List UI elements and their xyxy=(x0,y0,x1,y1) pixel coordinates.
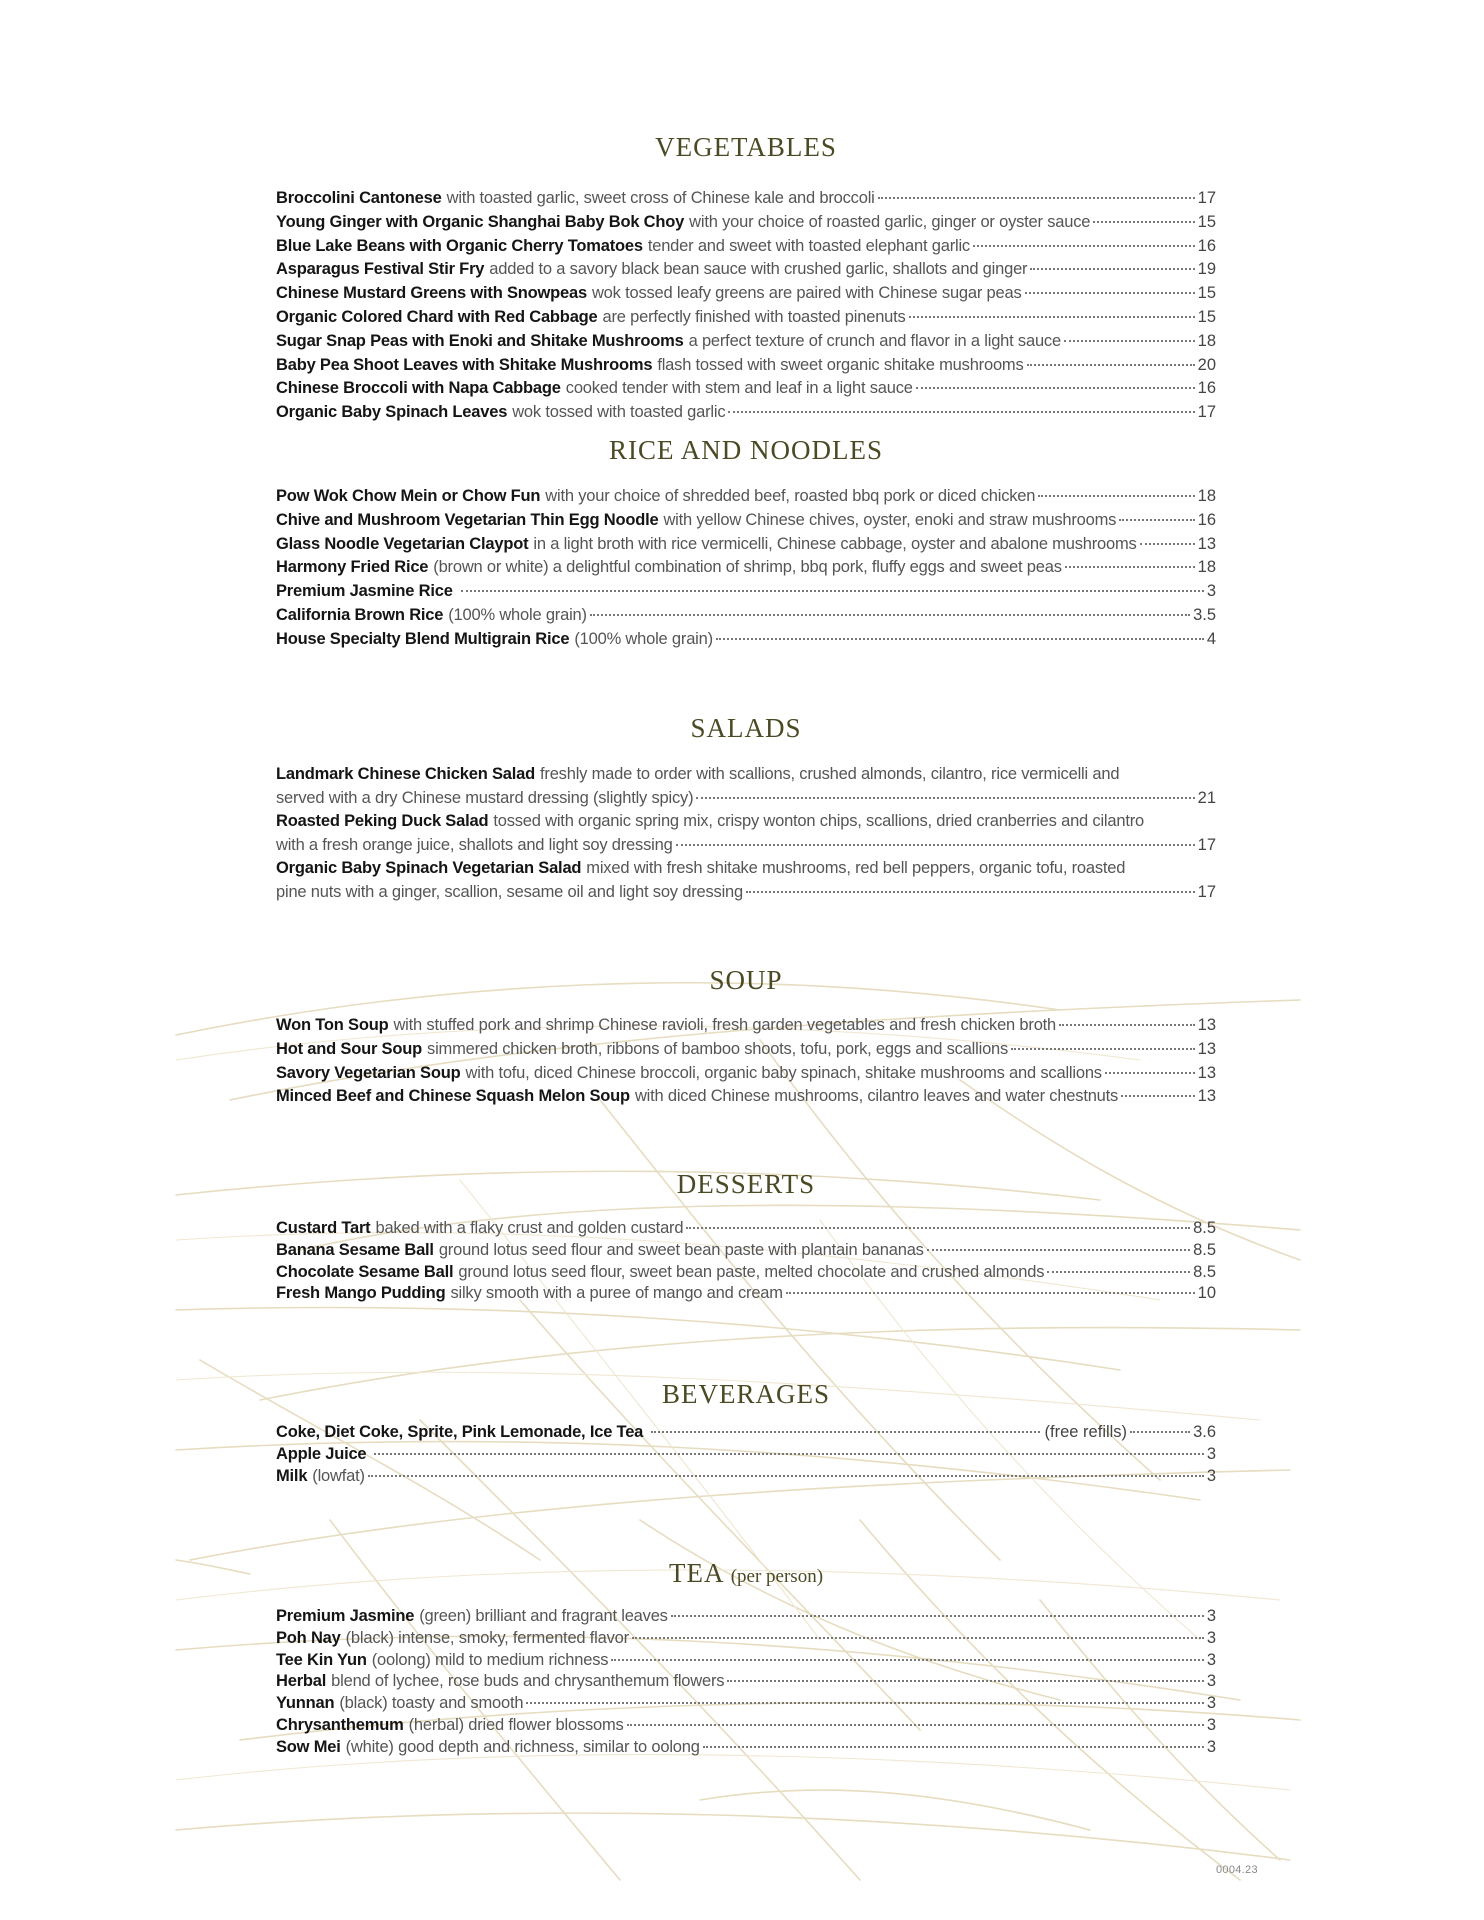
tea-subtitle: (per person) xyxy=(730,1566,824,1587)
menu-item xyxy=(276,763,1216,810)
item-name: Apple Juice xyxy=(276,1444,367,1463)
item-name: Asparagus Festival Stir Fry xyxy=(276,260,485,279)
item-description: with your choice of shredded beef, roasted bbq pork or diced chicken xyxy=(545,487,1036,505)
menu-item xyxy=(276,556,1216,580)
dot-leader xyxy=(716,638,1204,640)
item-price: 13 xyxy=(1197,1063,1216,1082)
dot-leader xyxy=(909,316,1195,318)
item-name: Chive and Mushroom Vegetarian Thin Egg Noodle xyxy=(276,510,659,529)
item-description: with diced Chinese mushrooms, cilantro leaves and water chestnuts xyxy=(634,1087,1119,1106)
item-name: Broccolini Cantonese xyxy=(276,189,442,207)
item-price: 3.6 xyxy=(1193,1423,1216,1441)
item-price: 3 xyxy=(1206,582,1216,601)
menu-item xyxy=(276,1671,1216,1693)
desserts-list xyxy=(276,1218,1216,1305)
dot-leader xyxy=(461,590,1204,592)
menu-item xyxy=(276,1693,1216,1715)
menu-item xyxy=(276,282,1216,306)
menu-item xyxy=(276,1628,1216,1650)
menu-item xyxy=(276,211,1216,235)
item-name: Blue Lake Beans with Organic Cherry Tomatoes xyxy=(276,236,643,255)
item-description: mixed with fresh shitake mushrooms, red bell peppers, organic tofu, roasted xyxy=(586,859,1126,877)
item-name: Savory Vegetarian Soup xyxy=(276,1063,461,1082)
item-description: tossed with organic spring mix, crispy wonton chips, scallions, dried cranberries and cilantro xyxy=(493,812,1144,830)
item-name: Sugar Snap Peas with Enoki and Shitake Mushrooms xyxy=(276,331,684,350)
dot-leader xyxy=(1119,519,1194,521)
item-description: (white) good depth and richness, similar to oolong xyxy=(345,1737,700,1756)
menu-item xyxy=(276,857,1216,904)
dot-leader xyxy=(611,1659,1203,1661)
item-name: Roasted Peking Duck Salad xyxy=(276,812,489,830)
menu-item xyxy=(276,1240,1216,1262)
item-description: baked with a flaky crust and golden custard xyxy=(375,1219,684,1237)
item-name: Landmark Chinese Chicken Salad xyxy=(276,765,536,783)
dot-leader xyxy=(671,1615,1204,1617)
item-price: 20 xyxy=(1197,355,1216,374)
item-name: Poh Nay xyxy=(276,1628,341,1647)
item-name: Milk xyxy=(276,1466,308,1485)
dot-leader xyxy=(973,245,1195,247)
menu-item xyxy=(276,628,1216,652)
dot-leader xyxy=(786,1292,1195,1294)
menu-item xyxy=(276,258,1216,282)
item-description: with tofu, diced Chinese broccoli, organic baby spinach, shitake mushrooms and scallions xyxy=(465,1063,1102,1082)
menu-item xyxy=(276,1737,1216,1759)
section-desserts xyxy=(276,1168,1216,1305)
menu-item xyxy=(276,1283,1216,1305)
item-description: tender and sweet with toasted elephant garlic xyxy=(647,236,970,255)
item-price: 3 xyxy=(1206,1737,1216,1756)
item-description: (lowfat) xyxy=(312,1466,365,1485)
dot-leader xyxy=(526,1702,1204,1704)
item-description: in a light broth with rice vermicelli, Chinese cabbage, oyster and abalone mushrooms xyxy=(533,534,1137,553)
item-price: 3 xyxy=(1206,1444,1216,1463)
dot-leader xyxy=(632,1637,1204,1639)
item-name: Banana Sesame Ball xyxy=(276,1240,434,1259)
section-title-vegetables: VEGETABLES xyxy=(655,132,837,162)
rice-noodles-list xyxy=(276,485,1216,652)
item-price: 8.5 xyxy=(1193,1240,1216,1259)
menu-item xyxy=(276,187,1216,211)
item-description: (brown or white) a delightful combination of shrimp, bbq pork, fluffy eggs and sweet peas xyxy=(433,558,1062,577)
item-name: Sow Mei xyxy=(276,1737,341,1756)
dot-leader xyxy=(1121,1095,1195,1097)
menu-item xyxy=(276,1422,1216,1444)
menu-item xyxy=(276,580,1216,604)
item-description-continued: pine nuts with a ginger, scallion, sesame oil and light soy dressing xyxy=(276,882,744,901)
item-price: 15 xyxy=(1197,212,1216,231)
item-price: 4 xyxy=(1206,629,1216,648)
menu-item xyxy=(276,509,1216,533)
item-price: 3.5 xyxy=(1193,605,1216,624)
item-description: (oolong) mild to medium richness xyxy=(371,1650,609,1669)
dot-leader xyxy=(651,1431,1039,1433)
section-title-soup: SOUP xyxy=(709,965,783,995)
section-soup xyxy=(276,964,1216,1109)
item-description: (100% whole grain) xyxy=(574,629,713,648)
item-price: 3 xyxy=(1206,1650,1216,1669)
menu-item xyxy=(276,306,1216,330)
item-name: Organic Colored Chard with Red Cabbage xyxy=(276,307,598,326)
dot-leader xyxy=(727,1680,1204,1682)
dot-leader xyxy=(1025,292,1195,294)
dot-leader xyxy=(1105,1072,1195,1074)
dot-leader xyxy=(916,387,1195,389)
dot-leader xyxy=(368,1475,1204,1477)
item-name: Harmony Fried Rice xyxy=(276,558,429,577)
item-price: 3 xyxy=(1206,1466,1216,1485)
dot-leader xyxy=(1065,566,1195,568)
dot-leader xyxy=(1038,495,1194,497)
item-price: 16 xyxy=(1197,379,1216,398)
dot-leader xyxy=(1047,1271,1190,1273)
section-title-beverages: BEVERAGES xyxy=(661,1379,830,1409)
item-price: 19 xyxy=(1197,260,1216,279)
section-tea xyxy=(276,1557,1216,1759)
dot-leader xyxy=(1093,221,1194,223)
item-description: (black) toasty and smooth xyxy=(339,1694,524,1713)
item-description: blend of lychee, rose buds and chrysanthemum flowers xyxy=(331,1672,725,1691)
section-salads xyxy=(276,712,1216,904)
item-price: 21 xyxy=(1197,788,1216,807)
item-price: 13 xyxy=(1197,534,1216,553)
item-price: 15 xyxy=(1197,284,1216,303)
item-description-continued: served with a dry Chinese mustard dressing (slightly spicy) xyxy=(276,788,694,807)
item-price: 18 xyxy=(1197,331,1216,350)
item-price: 10 xyxy=(1197,1284,1216,1303)
item-description: with toasted garlic, sweet cross of Chinese kale and broccoli xyxy=(446,189,875,207)
item-description: with stuffed pork and shrimp Chinese ravioli, fresh garden vegetables and fresh chicken broth xyxy=(393,1016,1057,1034)
dot-leader xyxy=(1011,1048,1195,1050)
item-description: cooked tender with stem and leaf in a light sauce xyxy=(565,379,913,398)
dot-leader xyxy=(627,1724,1204,1726)
item-description: added to a savory black bean sauce with crushed garlic, shallots and ginger xyxy=(489,260,1028,279)
item-price: 3 xyxy=(1206,1607,1216,1625)
item-price: 18 xyxy=(1197,487,1216,505)
menu-item xyxy=(276,1014,1216,1038)
item-price: 13 xyxy=(1197,1039,1216,1058)
item-description: (black) intense, smoky, fermented flavor xyxy=(345,1628,629,1647)
section-title-rice-noodles: RICE AND NOODLES xyxy=(608,435,883,465)
section-title-desserts: DESSERTS xyxy=(676,1169,816,1199)
dot-leader xyxy=(676,844,1195,846)
item-price: 17 xyxy=(1197,189,1216,207)
item-name: House Specialty Blend Multigrain Rice xyxy=(276,629,570,648)
item-description: flash tossed with sweet organic shitake mushrooms xyxy=(657,355,1024,374)
item-name: Herbal xyxy=(276,1672,327,1691)
menu-item xyxy=(276,1218,1216,1240)
item-price: 8.5 xyxy=(1193,1262,1216,1281)
item-price: 3 xyxy=(1206,1628,1216,1647)
item-description: with your choice of roasted garlic, ginger or oyster sauce xyxy=(689,212,1091,231)
dot-leader xyxy=(878,197,1195,199)
item-name: Baby Pea Shoot Leaves with Shitake Mushrooms xyxy=(276,355,653,374)
item-name: Chinese Broccoli with Napa Cabbage xyxy=(276,379,561,398)
menu-item xyxy=(276,1444,1216,1466)
menu-item xyxy=(276,1038,1216,1062)
dot-leader xyxy=(1027,364,1195,366)
beverages-list xyxy=(276,1422,1216,1487)
item-description: (100% whole grain) xyxy=(448,605,587,624)
item-price: 15 xyxy=(1197,307,1216,326)
dot-leader xyxy=(927,1249,1190,1251)
item-price: 3 xyxy=(1206,1715,1216,1734)
section-title-salads: SALADS xyxy=(690,713,802,743)
menu-item xyxy=(276,533,1216,557)
item-name: Won Ton Soup xyxy=(276,1016,389,1034)
item-description: wok tossed leafy greens are paired with Chinese sugar peas xyxy=(591,284,1022,303)
item-name: Pow Wok Chow Mein or Chow Fun xyxy=(276,487,541,505)
menu-item xyxy=(276,1606,1216,1628)
item-name: Coke, Diet Coke, Sprite, Pink Lemonade, Ice Tea xyxy=(276,1423,644,1441)
menu-item xyxy=(276,1085,1216,1109)
item-description: with yellow Chinese chives, oyster, enoki and straw mushrooms xyxy=(663,510,1117,529)
dot-leader xyxy=(686,1227,1190,1229)
dot-leader xyxy=(728,411,1194,413)
item-name: Premium Jasmine xyxy=(276,1607,415,1625)
item-description: silky smooth with a puree of mango and cream xyxy=(450,1284,783,1303)
dot-leader xyxy=(374,1453,1203,1455)
item-price: 13 xyxy=(1197,1087,1216,1106)
item-name: California Brown Rice xyxy=(276,605,444,624)
item-note: (free refills) xyxy=(1044,1423,1128,1441)
item-price: 3 xyxy=(1206,1672,1216,1691)
dot-leader xyxy=(696,797,1194,799)
item-name: Organic Baby Spinach Leaves xyxy=(276,403,508,422)
item-description: wok tossed with toasted garlic xyxy=(512,403,726,422)
menu-item xyxy=(276,330,1216,354)
item-price: 17 xyxy=(1197,403,1216,422)
item-name: Tee Kin Yun xyxy=(276,1650,367,1669)
menu-item xyxy=(276,1650,1216,1672)
item-price: 16 xyxy=(1197,510,1216,529)
footer-code: 0004.23 xyxy=(1216,1864,1258,1876)
item-name: Chrysanthemum xyxy=(276,1715,404,1734)
menu-item xyxy=(276,810,1216,857)
section-title-tea xyxy=(276,1557,1216,1593)
item-description-continued: with a fresh orange juice, shallots and light soy dressing xyxy=(276,835,673,854)
item-name: Chinese Mustard Greens with Snowpeas xyxy=(276,284,587,303)
tea-list xyxy=(276,1606,1216,1759)
menu-item xyxy=(276,485,1216,509)
soup-list xyxy=(276,1014,1216,1109)
dot-leader xyxy=(703,1746,1204,1748)
item-price: 17 xyxy=(1197,835,1216,854)
item-description: simmered chicken broth, ribbons of bamboo shoots, tofu, pork, eggs and scallions xyxy=(427,1039,1009,1058)
item-price: 17 xyxy=(1197,882,1216,901)
item-name: Organic Baby Spinach Vegetarian Salad xyxy=(276,859,582,877)
item-description: are perfectly finished with toasted pinenuts xyxy=(602,307,906,326)
item-description: ground lotus seed flour, sweet bean paste, melted chocolate and crushed almonds xyxy=(458,1262,1045,1281)
item-description: a perfect texture of crunch and flavor in a light sauce xyxy=(688,331,1061,350)
salads-list xyxy=(276,763,1216,904)
item-description: (green) brilliant and fragrant leaves xyxy=(419,1607,668,1625)
menu-item xyxy=(276,401,1216,425)
item-price: 8.5 xyxy=(1193,1219,1216,1237)
menu-item xyxy=(276,354,1216,378)
item-name: Hot and Sour Soup xyxy=(276,1039,423,1058)
item-price: 13 xyxy=(1197,1016,1216,1034)
dot-leader xyxy=(1030,268,1194,270)
tea-title: TEA xyxy=(668,1558,723,1588)
menu-item xyxy=(276,377,1216,401)
menu-item xyxy=(276,1466,1216,1488)
item-name: Chocolate Sesame Ball xyxy=(276,1262,454,1281)
item-name: Premium Jasmine Rice xyxy=(276,582,453,601)
menu-item xyxy=(276,1262,1216,1284)
item-name: Custard Tart xyxy=(276,1219,371,1237)
item-name: Young Ginger with Organic Shanghai Baby Bok Choy xyxy=(276,212,685,231)
dot-leader xyxy=(1064,340,1195,342)
dot-leader xyxy=(1059,1024,1195,1026)
menu-item xyxy=(276,235,1216,259)
item-price: 16 xyxy=(1197,236,1216,255)
menu-item xyxy=(276,1715,1216,1737)
dot-leader xyxy=(1130,1431,1190,1433)
vegetables-list xyxy=(276,187,1216,425)
item-name: Minced Beef and Chinese Squash Melon Soup xyxy=(276,1087,630,1106)
item-name: Glass Noodle Vegetarian Claypot xyxy=(276,534,529,553)
item-description: ground lotus seed flour and sweet bean paste with plantain bananas xyxy=(438,1240,924,1259)
item-description: freshly made to order with scallions, crushed almonds, cilantro, rice vermicelli and xyxy=(540,765,1120,783)
menu-item xyxy=(276,604,1216,628)
section-rice-noodles xyxy=(276,434,1216,652)
item-name: Yunnan xyxy=(276,1694,335,1713)
item-price: 3 xyxy=(1206,1694,1216,1713)
menu-item xyxy=(276,1062,1216,1086)
dot-leader xyxy=(746,891,1195,893)
item-name: Fresh Mango Pudding xyxy=(276,1284,446,1303)
item-price: 18 xyxy=(1197,558,1216,577)
dot-leader xyxy=(590,614,1190,616)
dot-leader xyxy=(1140,543,1195,545)
section-beverages xyxy=(276,1378,1216,1487)
item-description: (herbal) dried flower blossoms xyxy=(408,1715,624,1734)
section-vegetables xyxy=(276,131,1216,425)
